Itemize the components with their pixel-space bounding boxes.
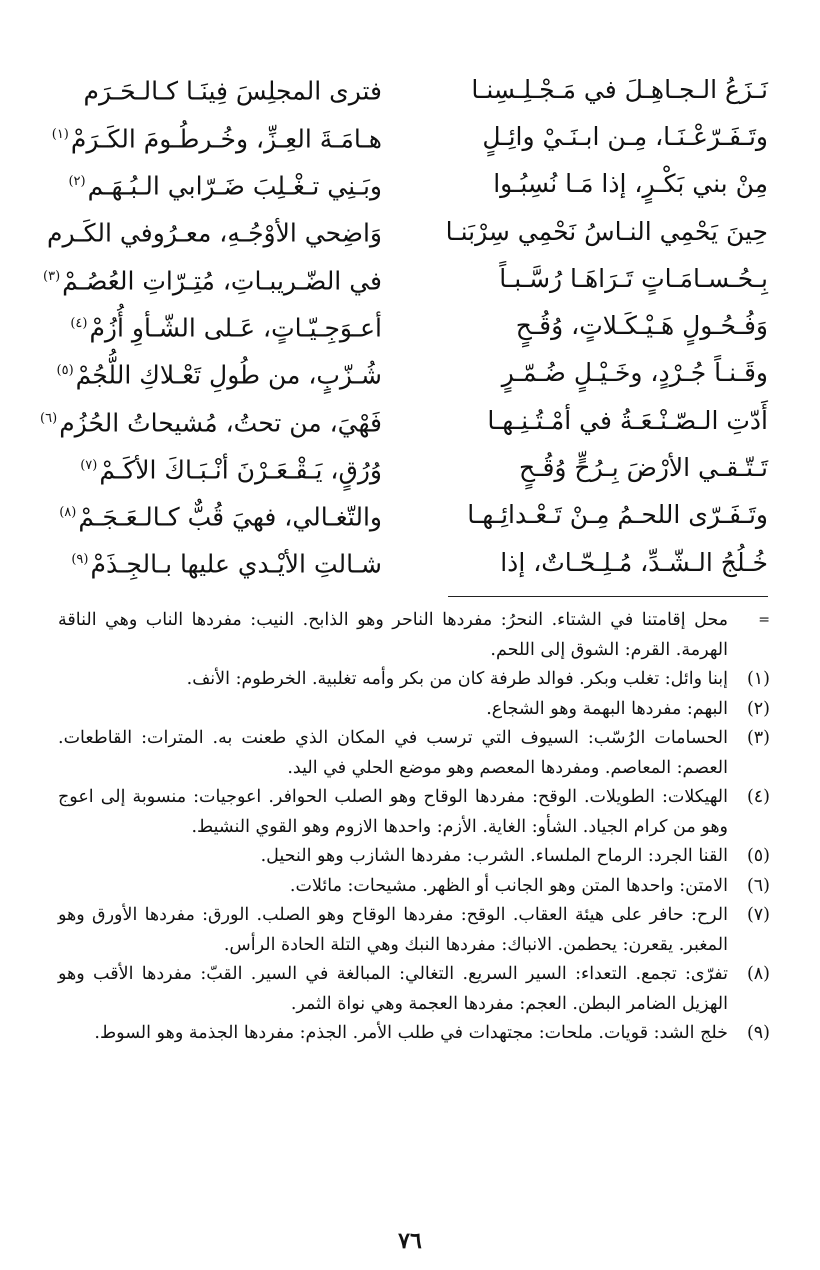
verse-second-text: فترى المجلِسَ فِينَـا كـالـحَـرَم	[83, 76, 382, 106]
footnote-marker: (٩)	[71, 552, 89, 568]
footnote-text: تفرّى: تجمع. التعداء: السير السريع. التغالي: المبالغة في السير. القبّ: مفردها الأقب وهو الهزيل الضامر البطن. العجم: مفردها العجمة وهي نواة الثمر.	[58, 964, 728, 1014]
verse-second-text: فَهْيَ، من تحتُ، مُشيحاتُ الحُزُم	[59, 407, 382, 437]
poem-verses	[40, 66, 768, 586]
verse-second-hemistich	[52, 451, 382, 485]
footnote-text: محل إقامتنا في الشتاء. النحرُ: مفردها الناحر وهو الذابح. النيب: مفردها الناب وهي الناقة الهرمة. القرم: الشوق إلى اللحم.	[58, 610, 728, 660]
footnote-item	[58, 872, 770, 902]
verse-row	[52, 350, 768, 397]
verse-second-text: وبَـنِي تـغْـلِبَ ضَـرّابي الـبُـهَـم	[87, 171, 382, 201]
verse-row	[52, 113, 768, 160]
footnote-separator	[448, 596, 768, 597]
verse-row	[47, 208, 768, 255]
page-number: ٧٦	[398, 1228, 422, 1254]
footnote-number: (٦)	[746, 875, 770, 896]
verse-second-text: في الضّـريبـاتِ، مُتِـرّاتِ العُصُـمْ	[62, 266, 382, 295]
footnote-item	[58, 724, 770, 783]
footnote-item	[58, 960, 770, 1019]
verse-second-hemistich	[47, 214, 382, 248]
footnote-marker: (١)	[51, 126, 69, 142]
verse-first-hemistich: خُـلُجُ الـشّـدِّ، مُـلِـحّـاتٌ، إذا	[500, 547, 768, 577]
verse-first-hemistich: وتَـفَـرّى اللحـمُ مِـنْ تَـعْـدائِـهـا	[467, 500, 768, 530]
footnote-text: الهيكلات: الطويلات. الوقح: مفردها الوقاح وهو الصلب الحوافر. اعوجيات: منسوبة إلى اعوج وهو من كرام الجياد. الشأو: الغاية. الأزم: واحدها الازوم وهو القوي النشيط.	[58, 787, 728, 837]
verse-second-text: هـامَـةَ العِـزِّ، وخُـرطُـومَ الكَـرَمْ	[70, 124, 382, 154]
footnote-text: الامتن: واحدها المتن وهو الجانب أو الظهر. مشيحات: مائلات.	[289, 875, 728, 896]
footnote-marker: (٤)	[70, 315, 88, 331]
verse-first-hemistich: وَفُـحُـولٍ هَـيْـكَـلاتٍ، وُقُـحٍ	[515, 311, 768, 341]
verse-row	[43, 255, 768, 302]
footnote-text: القنا الجرد: الرماح الملساء. الشرب: مفردها الشازب وهو النحيل.	[260, 846, 728, 866]
verse-second-hemistich	[52, 498, 382, 532]
verse-second-hemistich	[52, 120, 382, 154]
verse-second-hemistich	[52, 356, 382, 390]
footnote-marker: (٥)	[56, 363, 74, 379]
footnote-number: (٥)	[746, 846, 770, 866]
verse-second-text: والتّغـالي، فهيَ قُبٌّ كـالـعَـجَـمْ	[78, 502, 382, 532]
footnote-item	[58, 695, 770, 725]
verse-first-hemistich: أَدّتِ الـصّـنْـعَـةُ في أمْـتُـنِـهـا	[487, 405, 768, 435]
footnote-text: البهم: مفردها البهمة وهو الشجاع.	[486, 698, 728, 719]
verse-row	[52, 161, 768, 208]
verse-second-text: شـالتِ الأيْـدي عليها بـالجِـذَمْ	[90, 549, 382, 579]
footnote-marker: (٧)	[80, 457, 98, 473]
verse-first-hemistich: تَـتّـقـي الأرْضَ بِـرُحٍّ وُقُـحٍ	[519, 453, 768, 483]
footnote-item	[58, 783, 770, 842]
verse-first-hemistich: مِنْ بني بَكْـرٍ، إذا مَـا نُسِبُـوا	[493, 169, 768, 199]
footnote-text: خلج الشد: قويات. ملحات: مجتهدات في طلب الأمر. الجذم: مفردها الجذمة وهو السوط.	[94, 1023, 728, 1043]
footnote-item	[58, 606, 770, 665]
footnote-number: (٢)	[746, 698, 770, 719]
footnote-text: الرح: حافر على هيئة العقاب. الوقح: مفردها الوقاح وهو الصلب. الورق: مفردها الأورق وهو المغبر. يقعرن: يحطمن. الانباك: مفردها النبك وهي التلة الحادة الرأس.	[58, 905, 728, 955]
footnote-number: (٤)	[746, 787, 770, 807]
verse-first-hemistich: وتَـفَـرّعْـنَـا، مِـن ابـنَـيْ وائِـلٍ	[482, 121, 768, 151]
verse-first-hemistich: بِـحُـسـامَـاتٍ تَـرَاهَـا رُسَّـبـاً	[499, 263, 768, 293]
verse-second-text: أعـوَجِـيّـاتٍ، عَـلى الشّـأوِ أُزُمْ	[89, 313, 382, 343]
verse-second-hemistich	[52, 309, 382, 343]
verse-first-hemistich: نَـزَعُ الـجـاهِـلَ في مَـجْـلِـسِنـا	[471, 74, 768, 104]
verse-second-hemistich	[52, 72, 382, 106]
footnote-marker: (٢)	[68, 174, 86, 190]
verse-row	[52, 302, 768, 349]
footnote-text: الحسامات الرُسّب: السيوف التي ترسب في المكان الذي طعنت به. المترات: القاطعات. العصم: المعاصم. ومفردها المعصم وهو موضع الحلي في اليد.	[58, 728, 728, 778]
verse-row	[52, 492, 768, 539]
verse-first-hemistich: وقَـنـاً جُـرْدٍ، وخَـيْـلٍ ضُـمّـرٍ	[501, 358, 768, 388]
footnote-item	[58, 842, 770, 872]
verse-row	[52, 66, 768, 113]
footnote-number: (٩)	[746, 1023, 770, 1043]
verse-second-text: شُـزّبٍ، من طُولِ تَعْـلاكِ اللُّجُمْ	[75, 360, 382, 390]
verse-first-hemistich: حِينَ يَحْمِي النـاسُ نَحْمِي سِرْبَنـا	[445, 216, 768, 246]
verse-row	[52, 539, 768, 586]
footnote-marker: (٣)	[43, 268, 61, 284]
verse-second-hemistich	[52, 545, 382, 579]
footnote-item	[58, 1019, 770, 1049]
verse-second-hemistich	[40, 404, 382, 438]
verse-second-text: وُرُقٍ، يَـقْـعَـرْنَ أنْـبَـاكَ الأكَـمْ	[99, 455, 382, 485]
footnote-text: إبنا وائل: تغلب وبكر. فوالد طرفة كان من بكر وأمه تغلبية. الخرطوم: الأنف.	[186, 669, 728, 689]
footnote-item	[58, 901, 770, 960]
verse-row	[52, 444, 768, 491]
footnote-number: (٨)	[746, 964, 770, 984]
verse-second-text: وَاضِحي الأوْجُـهِ، معـرُوفي الكَـرم	[47, 218, 382, 248]
footnote-number: (٧)	[746, 905, 770, 925]
footnote-marker: (٨)	[59, 505, 77, 521]
verse-second-hemistich	[52, 167, 382, 201]
footnote-number: (١)	[746, 669, 770, 689]
verse-row	[40, 397, 768, 444]
footnote-number: (٣)	[746, 728, 770, 748]
footnotes	[58, 606, 770, 1049]
footnote-item	[58, 665, 770, 695]
footnote-marker: (٦)	[40, 410, 58, 426]
verse-second-hemistich	[43, 262, 382, 296]
footnote-number: =	[758, 612, 770, 628]
